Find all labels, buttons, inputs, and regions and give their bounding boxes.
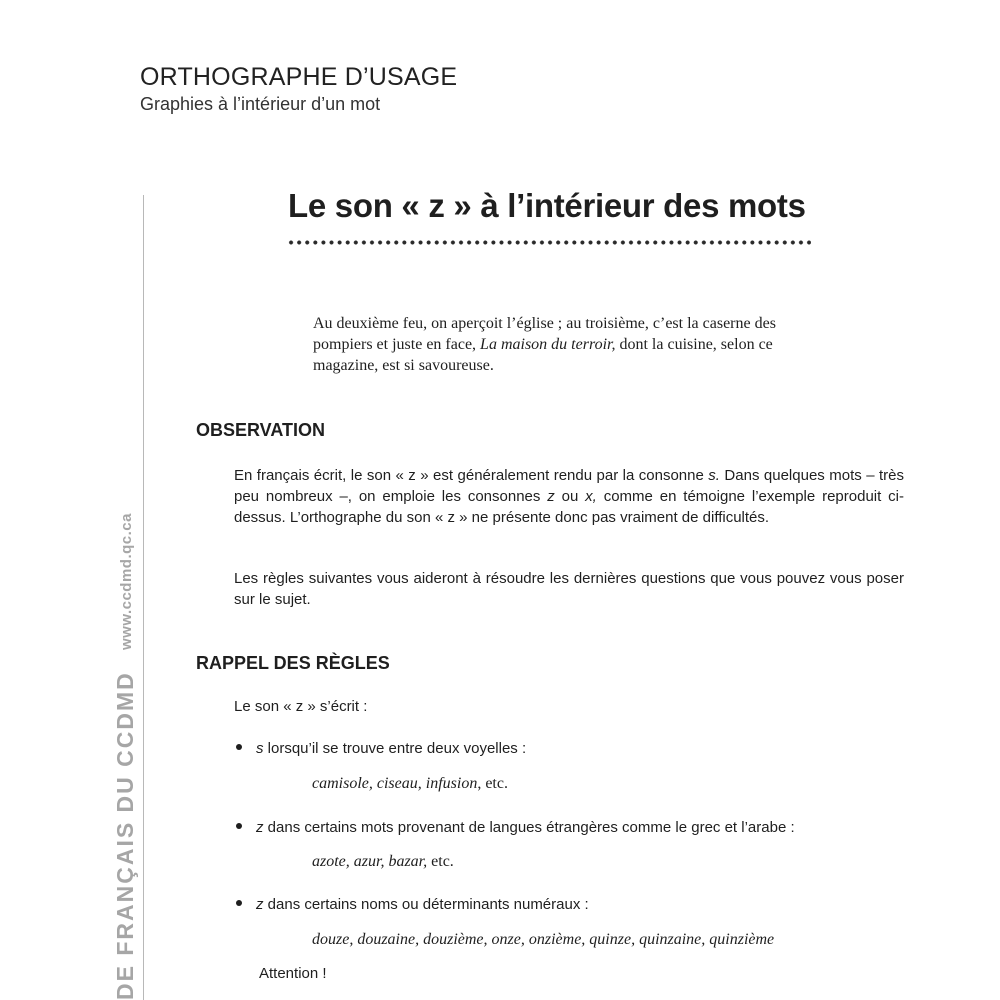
observation-paragraph-1 — [234, 465, 904, 528]
example-italic: La maison du terroir, — [480, 336, 616, 353]
page-title: Le son « z » à l’intérieur des mots — [288, 187, 806, 224]
rules-intro: Le son « z » s’écrit : — [234, 698, 368, 715]
rule-letter: z — [256, 819, 264, 836]
side-url: www.ccdmd.qc.ca — [118, 513, 135, 650]
bullet-icon — [236, 744, 242, 750]
rule-examples-italic: camisole, ciseau, infusion — [312, 775, 478, 792]
obs-italic-x: x, — [585, 488, 597, 505]
observation-heading: OBSERVATION — [196, 420, 326, 440]
rule-text: lorsqu’il se trouve entre deux voyelles : — [263, 740, 527, 757]
title-dotted-underline — [287, 240, 811, 245]
rule-item-1 — [236, 740, 526, 757]
example-text-2: dont la cuisine, selon ce magazine, est si savoureuse. — [313, 336, 773, 374]
rule-examples-italic: azote, azur, bazar, — [312, 853, 428, 870]
rules-heading: RAPPEL DES RÈGLES — [196, 653, 390, 673]
side-brand: DE FRANÇAIS DU CCDMD — [112, 671, 138, 1000]
rule-examples-1 — [312, 775, 508, 793]
obs-text-b: Dans quelques mots – très peu nombreux –, on emploie les consonnes — [234, 467, 904, 505]
obs-text-a: En français écrit, le son « z » est généralement rendu par la consonne — [234, 467, 709, 484]
rule-examples-3 — [312, 931, 774, 949]
rule-examples-italic: douze, douzaine, douzième, onze, onzième, quinze, quinzaine, quinzième — [312, 931, 775, 948]
obs-italic-s: s. — [708, 467, 720, 484]
rule-letter: s — [256, 740, 264, 757]
header-subtitle: Graphies à l’intérieur d’un mot — [140, 94, 381, 114]
page-header — [140, 62, 457, 116]
example-text-1: Au deuxième feu, on aperçoit l’église ; au troisième, c’est la caserne des pompiers et juste en face, — [313, 315, 776, 353]
observation-paragraph-2: Les règles suivantes vous aideront à résoudre les dernières questions que vous pouvez vous poser sur le sujet. — [234, 570, 904, 608]
bullet-icon — [236, 900, 242, 906]
obs-text-d: comme en témoigne l’exemple reproduit ci-dessus. L’orthographe du son « z » ne présente donc pas vraiment de difficultés. — [234, 488, 904, 526]
example-paragraph — [313, 313, 813, 376]
rule-examples-tail: , etc. — [477, 775, 508, 792]
bullet-icon — [236, 823, 242, 829]
rule-examples-tail: etc. — [427, 853, 454, 870]
obs-text-c: ou — [554, 488, 586, 505]
attention-label: Attention ! — [259, 965, 327, 982]
side-rule — [143, 195, 144, 1000]
rule-text: dans certains noms ou déterminants numéraux : — [263, 896, 589, 913]
rule-letter: z — [256, 896, 264, 913]
rule-text: dans certains mots provenant de langues étrangères comme le grec et l’arabe : — [263, 819, 795, 836]
obs-italic-z: z — [547, 488, 555, 505]
rule-examples-2 — [312, 853, 454, 871]
rule-item-2 — [236, 819, 795, 836]
rule-item-3 — [236, 896, 589, 913]
side-band — [108, 505, 138, 1000]
header-title: ORTHOGRAPHE D’USAGE — [140, 63, 458, 91]
